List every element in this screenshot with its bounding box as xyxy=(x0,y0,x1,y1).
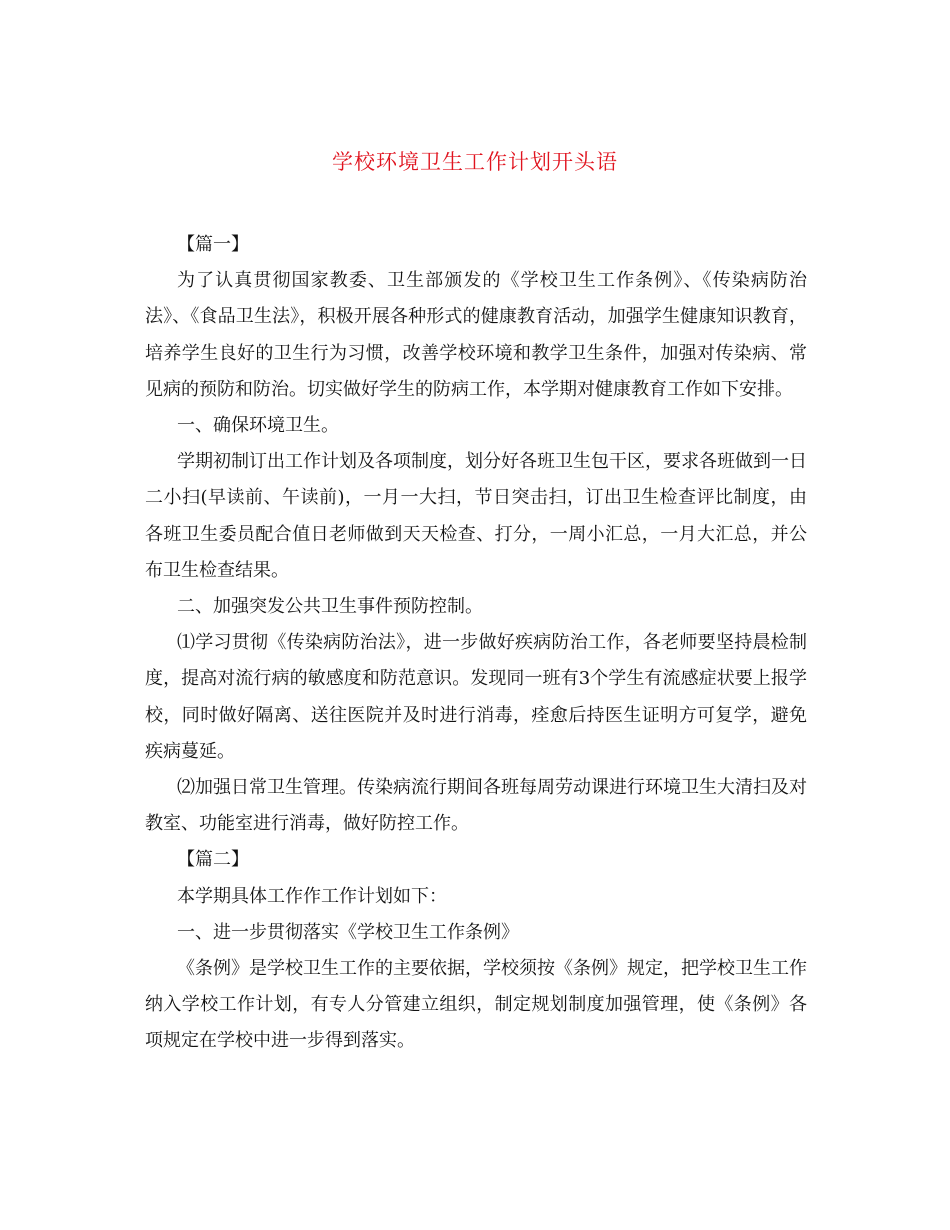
section-heading-part-2: 【篇二】 xyxy=(177,849,249,871)
paragraph-environment-hygiene: 学期初制订出工作计划及各项制度，划分好各班卫生包干区，要求各班做到一日二小扫(早读前、午读前)，一月一大扫，节日突击扫，订出卫生检查评比制度，由各班卫生委员配合值日老师做到天天检查、打分，一周小汇总，一月大汇总，并公布卫生检查结果。 xyxy=(145,451,807,581)
heading-environment-hygiene: 一、确保环境卫生。 xyxy=(177,415,339,437)
paragraph-intro: 为了认真贯彻国家教委、卫生部颁发的《学校卫生工作条例》、《传染病防治法》、《食品卫生法》，积极开展各种形式的健康教育活动，加强学生健康知识教育，培养学生良好的卫生行为习惯，改善学校环境和教学卫生条件，加强对传染病、常见病的预防和防治。切实做好学生的防病工作，本学期对健康教育工作如下安排。 xyxy=(145,270,807,400)
section-heading-part-1: 【篇一】 xyxy=(177,234,249,255)
document-body xyxy=(145,227,807,1060)
heading-public-health-control: 二、加强突发公共卫生事件预防控制。 xyxy=(177,596,483,618)
document-title: 学校环境卫生工作计划开头语 xyxy=(332,150,618,174)
paragraph-disease-prevention: ⑴学习贯彻《传染病防治法》，进一步做好疾病防治工作，各老师要坚持晨检制度，提高对流行病的敏感度和防范意识。发现同一班有3个学生有流感症状要上报学校，同时做好隔离、送往医院并及时进行消毒，痊愈后持医生证明方可复学，避免疾病蔓延。 xyxy=(145,632,807,762)
paragraph-plan-intro: 本学期具体工作作工作计划如下： xyxy=(177,885,447,907)
paragraph-regulations: 《条例》是学校卫生工作的主要依据，学校须按《条例》规定，把学校卫生工作纳入学校工作计划，有专人分管建立组织，制定规划制度加强管理，使《条例》各项规定在学校中进一步得到落实。 xyxy=(145,958,807,1052)
heading-regulations: 一、进一步贯彻落实《学校卫生工作条例》 xyxy=(177,921,519,943)
paragraph-daily-management: ⑵加强日常卫生管理。传染病流行期间各班每周劳动课进行环境卫生大清扫及对教室、功能室进行消毒，做好防控工作。 xyxy=(145,777,807,835)
